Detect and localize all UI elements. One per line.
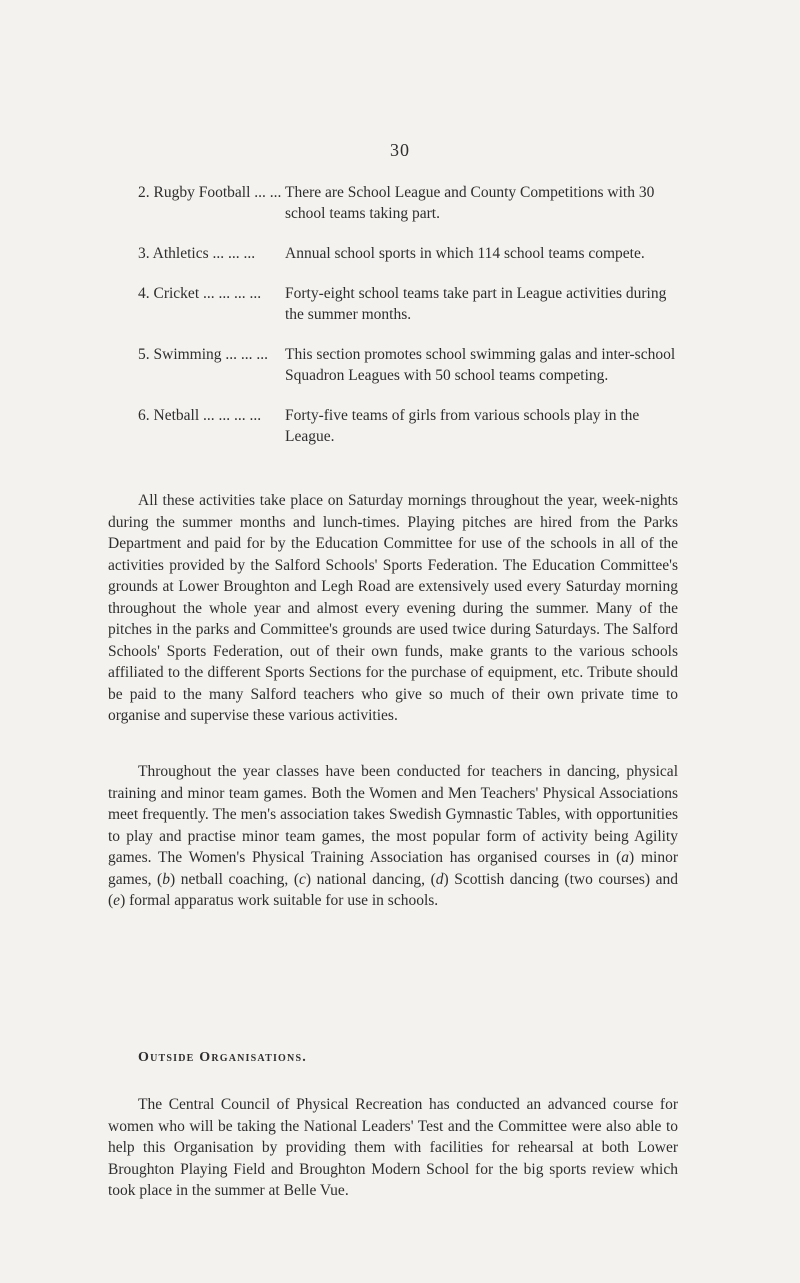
- activity-description: This section promotes school swimming galas and inter-school Squadron Leagues with 50 school teams competing.: [285, 346, 676, 384]
- activity-item: [138, 283, 678, 325]
- activity-name: 6. Netball ... ... ... ...: [138, 407, 262, 424]
- activity-name: 3. Athletics ... ... ...: [138, 245, 256, 262]
- activity-name: 5. Swimming ... ... ...: [138, 346, 269, 363]
- paragraph-teacher-classes: Throughout the year classes have been conducted for teachers in dancing, physical training and minor team games. Both the Women and Men Teachers' Physical Associations meet frequently. The men's association takes Swedish Gymnastic Tables, with opportunities to play and practise minor team games, the most popular form of activity being Agility games. The Women's Physical Training Association has organised courses in (a) minor games, (b) netball coaching, (c) national dancing, (d) Scottish dancing (two courses) and (e) formal apparatus work suitable for use in schools.: [108, 763, 678, 909]
- paragraph-intro: Throughout the year classes have been conducted for teachers in dancing, physical training and minor team games. Both the Women and Men Teachers' Physical Associations meet frequently. The men's association takes Swedish Gymnastic Tables, with opportunities to play and practise minor team games, the most popular form of activity being Agility games. The Women's Physical Training Association has organised courses in: [108, 763, 678, 866]
- activity-item: [138, 243, 678, 264]
- list-marker: a: [621, 849, 630, 866]
- activities-list: [138, 182, 678, 466]
- activity-item: [138, 182, 678, 224]
- list-item-text: Scottish dancing (two courses) and: [448, 870, 678, 888]
- list-marker: e: [113, 892, 121, 909]
- list-item-text: formal apparatus work suitable for use in schools.: [125, 892, 439, 909]
- activity-description: Annual school sports in which 114 school teams compete.: [285, 245, 645, 262]
- activity-name: 4. Cricket ... ... ... ...: [138, 285, 262, 302]
- paragraph-outside-organisations: The Central Council of Physical Recreation has conducted an advanced course for women who will be taking the National Leaders' Test and the Committee were also able to help this Organisation by providing them with facilities for rehearsal at both Lower Broughton Playing Field and Broughton Modern School for the big sports review which took place in the summer at Belle Vue.: [108, 1096, 678, 1199]
- list-item-text: netball coaching,: [175, 870, 294, 888]
- page-number: 30: [390, 140, 410, 160]
- list-item-text: national dancing,: [311, 870, 431, 888]
- list-marker: b: [162, 870, 170, 888]
- activity-name: 2. Rugby Football ... ...: [138, 184, 282, 201]
- activity-description: Forty-five teams of girls from various schools play in the League.: [285, 407, 640, 445]
- section-heading: Outside Organisations.: [138, 1050, 307, 1065]
- activity-description: There are School League and County Competitions with 30 school teams taking part.: [285, 184, 655, 222]
- list-marker: d: [435, 870, 444, 888]
- activity-item: [138, 344, 678, 386]
- activity-description: Forty-eight school teams take part in League activities during the summer months.: [285, 285, 667, 323]
- list-marker: c: [299, 870, 306, 888]
- paragraph-activities-summary: All these activities take place on Saturday mornings throughout the year, week-nights during the summer months and lunch-times. Playing pitches are hired from the Parks Department and paid for by the Education Committee for use of the schools in all of the activities provided by the Salford Schools' Sports Federation. The Education Committee's grounds at Lower Broughton and Legh Road are extensively used every Saturday morning throughout the whole year and almost every evening during the summer. Many of the pitches in the parks and Committee's grounds are used twice during Saturdays. The Salford Schools' Sports Federation, out of their own funds, make grants to the various schools affiliated to the different Sports Sections for the purchase of equipment, etc. Tribute should be paid to the many Salford teachers who give so much of their own private time to organise and supervise these various activities.: [108, 492, 678, 724]
- activity-item: [138, 405, 678, 447]
- list-item-text: minor games,: [108, 849, 678, 888]
